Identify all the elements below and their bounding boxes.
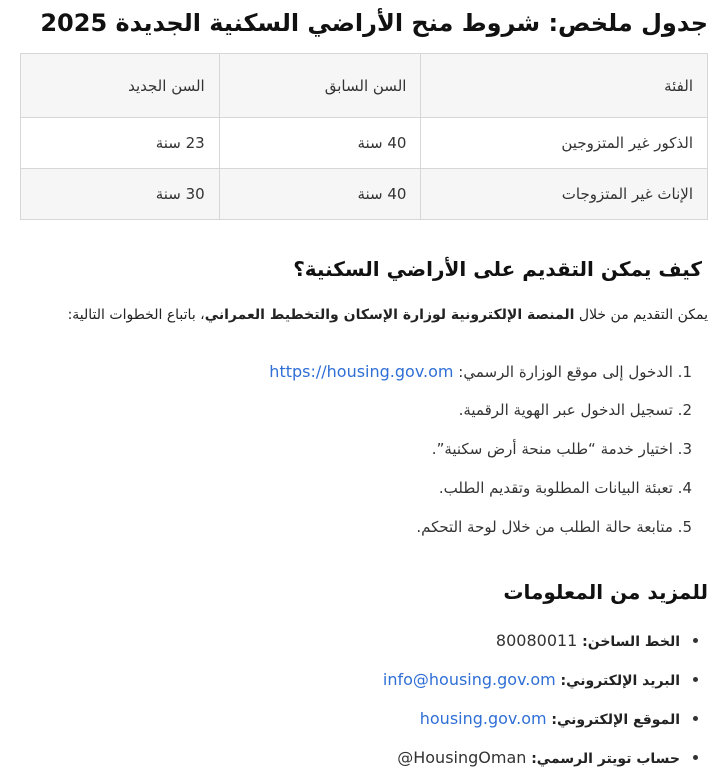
list-item — [20, 469, 692, 508]
table-cell-category: الذكور غير المتزوجين — [421, 118, 708, 169]
how-to-apply-intro — [20, 304, 708, 326]
contacts-list — [20, 621, 708, 777]
step-text: تعبئة البيانات المطلوبة وتقديم الطلب. — [438, 479, 673, 497]
hotline-label: الخط الساخن: — [582, 634, 680, 650]
step-number: 5. — [677, 518, 692, 536]
list-item — [20, 430, 692, 469]
intro-text-start: يمكن التقديم من خلال — [574, 307, 708, 323]
ministry-website-link[interactable]: https://housing.gov.om — [269, 362, 454, 381]
twitter-label: حساب تويتر الرسمي: — [531, 751, 680, 767]
list-item — [20, 699, 680, 738]
hotline-value: 80080011 — [495, 631, 578, 650]
website-link[interactable]: housing.gov.om — [419, 709, 547, 728]
step-number: 2. — [677, 401, 692, 419]
bullet-icon — [693, 677, 698, 682]
bullet-icon — [693, 716, 698, 721]
table-cell-old-age: 40 سنة — [219, 169, 421, 220]
list-item — [20, 508, 692, 547]
step-text: متابعة حالة الطلب من خلال لوحة التحكم. — [416, 518, 673, 536]
twitter-handle: HousingOman@ — [397, 748, 527, 767]
email-label: البريد الإلكتروني: — [560, 673, 680, 689]
website-label: الموقع الإلكتروني: — [551, 712, 680, 728]
list-item — [20, 660, 680, 699]
intro-text-end: ، باتباع الخطوات التالية: — [67, 307, 205, 323]
email-link[interactable]: info@housing.gov.om — [382, 670, 556, 689]
list-item — [20, 738, 680, 777]
table-row — [21, 118, 708, 169]
list-item — [20, 391, 692, 430]
steps-list — [20, 352, 708, 547]
page-title: جدول ملخص: شروط منح الأراضي السكنية الجديدة 2025 — [40, 9, 708, 37]
bullet-icon — [693, 755, 698, 760]
intro-platform-name: المنصة الإلكترونية لوزارة الإسكان والتخطيط العمراني — [204, 307, 575, 323]
table-cell-new-age: 30 سنة — [21, 169, 220, 220]
table-row — [21, 169, 708, 220]
table-cell-category: الإناث غير المتزوجات — [421, 169, 708, 220]
step-number: 3. — [677, 440, 692, 458]
table-header-category: الفئة — [421, 54, 708, 118]
summary-table — [20, 53, 708, 220]
step-text: تسجيل الدخول عبر الهوية الرقمية. — [458, 401, 673, 419]
list-item — [20, 621, 680, 660]
how-to-apply-heading: كيف يمكن التقديم على الأراضي السكنية؟ — [293, 257, 702, 281]
table-header-row — [21, 54, 708, 118]
article-page — [20, 0, 708, 777]
more-info-heading: للمزيد من المعلومات — [503, 580, 708, 604]
table-header-new-age: السن الجديد — [21, 54, 220, 118]
step-text: الدخول إلى موقع الوزارة الرسمي: — [453, 363, 673, 381]
bullet-icon — [693, 638, 698, 643]
table-header-old-age: السن السابق — [219, 54, 421, 118]
step-number: 1. — [677, 363, 692, 381]
table-cell-new-age: 23 سنة — [21, 118, 220, 169]
table-cell-old-age: 40 سنة — [219, 118, 421, 169]
step-number: 4. — [677, 479, 692, 497]
step-text: اختيار خدمة “طلب منحة أرض سكنية”. — [431, 440, 673, 458]
list-item — [20, 352, 692, 391]
